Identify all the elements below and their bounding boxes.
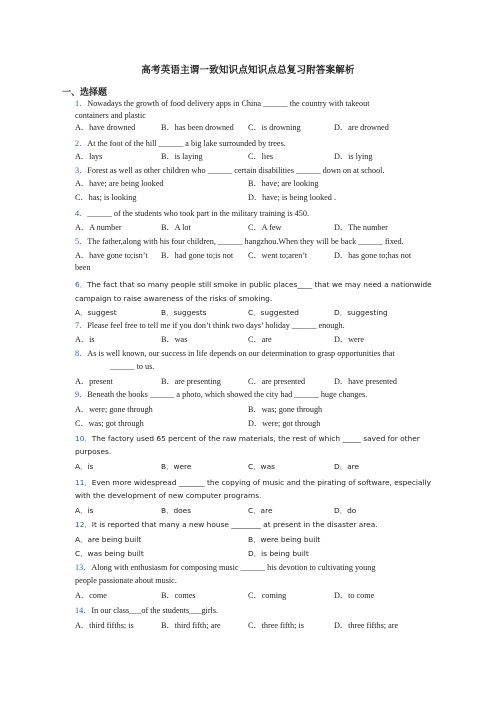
answer-option: B．was <box>161 335 188 344</box>
question-stem-line <box>75 562 375 573</box>
answer-option: C．has; is looking <box>75 193 137 202</box>
question-stem-line <box>75 98 369 109</box>
answer-option: A．is <box>75 335 95 344</box>
question-number: 11． <box>75 478 92 487</box>
answer-option: D．suggesting <box>334 308 388 317</box>
answer-option: A．have drowned <box>75 123 136 132</box>
answer-option: A．were; gone through <box>75 405 153 414</box>
answer-option: A．are being built <box>75 535 142 544</box>
answer-option: B．does <box>161 506 192 515</box>
answer-option: A．is <box>75 462 94 471</box>
question-stem-text: The father,along with his four children, ______ hangzhou.When they will be back ______ fixed. <box>87 237 404 246</box>
answer-option: B．comes <box>161 591 196 600</box>
question-stem-text: containers and plastic <box>75 111 146 120</box>
answer-option: C．was; got through <box>75 419 144 428</box>
answer-option: C．went to;aren’t <box>248 251 308 260</box>
answer-option: D．is lying <box>334 152 373 161</box>
answer-option: A．third fifths; is <box>75 621 134 630</box>
answer-option: D．is being built <box>248 549 309 558</box>
question-stem-text: people passionate about music. <box>75 576 177 585</box>
question-stem-text: ______ to us. <box>110 362 155 371</box>
answer-option: C．is drowning <box>248 123 301 132</box>
question-number: 8． <box>75 349 88 358</box>
question-stem-text: Forest as well as other children who ______ certain disabilities ______ down on at school. <box>87 166 385 175</box>
answer-option: D．are drowned <box>334 123 389 132</box>
question-stem-line <box>75 519 378 530</box>
question-stem-line <box>75 236 404 247</box>
answer-option: D．are <box>334 462 360 471</box>
question-stem-text: The fact that so many people still smoke in public places____ that we may need a nationwide <box>87 280 432 289</box>
answer-option: B．were being built <box>248 535 321 544</box>
answer-option: D．has gone to;has not <box>334 251 412 260</box>
question-stem-line <box>75 320 345 331</box>
question-stem-line <box>75 477 431 488</box>
answer-option: A．A number <box>75 223 122 232</box>
question-stem-text: As is well known, our success in life depends on our determination to grasp opportunities that <box>87 349 395 358</box>
question-number: 6． <box>75 280 88 289</box>
answer-option: B．have; are looking <box>248 179 319 188</box>
answer-option: C．was being built <box>75 549 144 558</box>
question-stem-text: purposes. <box>75 447 112 456</box>
question-number: 4． <box>75 209 88 218</box>
answer-option: A．have; are being looked <box>75 179 164 188</box>
answer-option: B．A lot <box>161 223 191 232</box>
answer-option: C．are <box>248 506 273 515</box>
answer-option: A．present <box>75 377 113 386</box>
answer-option: D．do <box>334 506 357 515</box>
question-stem-text: Nowadays the growth of food delivery apps in China ______ the country with takeout <box>87 99 370 108</box>
answer-option: D．three fifths; are <box>334 621 399 630</box>
question-stem-text: Please feel free to tell me if you don’t think two days’ holiday ______ enough. <box>87 321 345 330</box>
answer-option: C．are <box>248 335 272 344</box>
answer-option: B．third fifth; are <box>161 621 221 630</box>
answer-option: D．were; got through <box>248 419 321 428</box>
question-stem-line <box>75 575 177 586</box>
question-number: 9． <box>75 390 88 399</box>
question-stem-text: Even more widespread _______ the copying of music and the pirating of software, especially <box>91 478 431 487</box>
question-stem-text: Along with enthusiasm for composing music ______ his devotion to cultivating young <box>91 563 376 572</box>
answer-option: B．suggests <box>161 308 207 317</box>
question-number: 14． <box>75 606 92 615</box>
question-stem-text: It is reported that many a new house ________ at present in the disaster area. <box>91 520 378 529</box>
question-number: 2． <box>75 139 88 148</box>
answer-option: B．has been drowned <box>161 123 234 132</box>
answer-option: B．were <box>161 462 192 471</box>
answer-option: D．have; is being looked . <box>248 193 336 202</box>
answer-option: D．have presented <box>334 377 397 386</box>
question-stem-text: At the foot of the hill ______ a big lake surrounded by trees. <box>87 139 286 148</box>
question-number: 1． <box>75 99 88 108</box>
answer-option: A．lays <box>75 152 103 161</box>
question-stem-line <box>75 446 111 457</box>
question-stem-line <box>75 138 286 149</box>
question-number: 3． <box>75 166 88 175</box>
answer-option: C．A few <box>248 223 282 232</box>
answer-option: B．is laying <box>161 152 203 161</box>
page-title: 高考英语主谓一致知识点知识点总复习附答案解析 <box>141 65 355 76</box>
section-heading: 一、选择题 <box>62 88 108 98</box>
answer-option: B．was; gone through <box>248 405 323 414</box>
answer-option: C．are presented <box>248 377 306 386</box>
question-stem-text: ______ of the students who took part in the military training is 450. <box>87 209 310 218</box>
question-stem-line <box>75 389 367 400</box>
answer-option: C．lies <box>248 152 274 161</box>
question-stem-line <box>75 165 385 176</box>
question-stem-line <box>75 208 309 219</box>
answer-option: A．is <box>75 506 94 515</box>
answer-option: C．three fifth; is <box>248 621 304 630</box>
answer-option-continued: been <box>75 263 91 272</box>
answer-option: C．suggested <box>248 308 300 317</box>
answer-option: B．are presenting <box>161 377 221 386</box>
question-stem-line <box>75 110 146 121</box>
answer-option: C．was <box>248 462 275 471</box>
question-stem-line <box>110 361 154 372</box>
question-stem-text: campaign to raise awareness of the risks of smoking. <box>75 294 273 303</box>
answer-option: A．have gone to;isn’t <box>75 251 148 260</box>
answer-option: D．were <box>334 335 365 344</box>
question-number: 5． <box>75 237 88 246</box>
question-stem-line <box>75 605 218 616</box>
answer-option: B．had gone to;is not <box>161 251 234 260</box>
answer-option: A．come <box>75 591 107 600</box>
question-stem-line <box>75 433 420 444</box>
question-stem-line <box>75 293 272 304</box>
question-number: 13． <box>75 563 92 572</box>
question-stem-line <box>75 490 261 501</box>
answer-option: D．to come <box>334 591 375 600</box>
question-stem-text: In our class___of the students___girls. <box>91 606 219 615</box>
answer-option: C．coming <box>248 591 287 600</box>
question-number: 7． <box>75 321 88 330</box>
question-number: 10． <box>75 434 92 443</box>
question-stem-text: Beneath the books ______ a photo, which showed the city had ______ huge changes. <box>87 390 368 399</box>
question-stem-line <box>75 348 395 359</box>
question-stem-text: with the development of new computer programs. <box>75 491 262 500</box>
question-stem-text: The factory used 65 percent of the raw materials, the rest of which _____ saved for other <box>91 434 420 443</box>
question-number: 12． <box>75 520 92 529</box>
answer-option: D．The number <box>334 223 388 232</box>
answer-option: A．suggest <box>75 308 117 317</box>
question-stem-line <box>75 279 432 290</box>
